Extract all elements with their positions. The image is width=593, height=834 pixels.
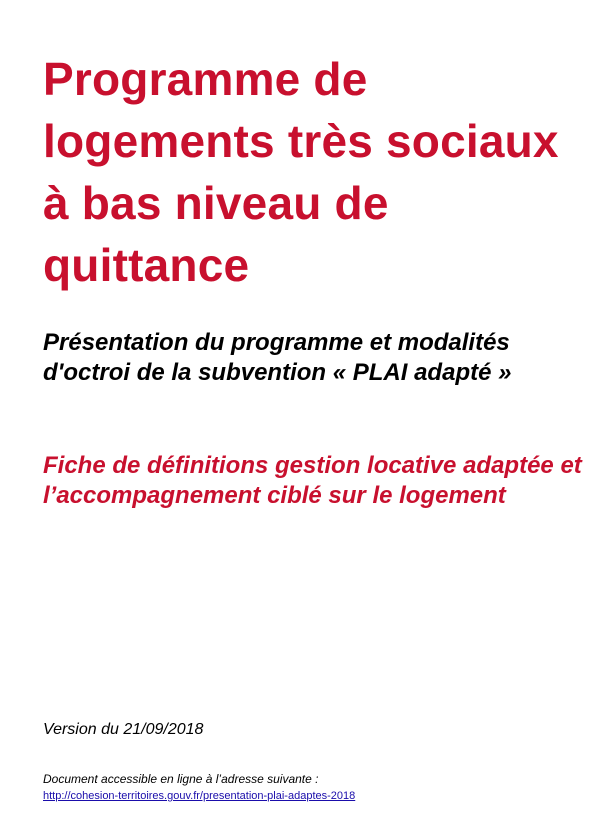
document-title: Programme de logements très sociaux à bas niveau de quittance xyxy=(43,53,559,291)
document-subtitle: Présentation du programme et modalités d'octroi de la subvention « PLAI adapté » xyxy=(43,329,512,386)
document-url-link[interactable]: http://cohesion-territoires.gouv.fr/presentation-plai-adaptes-2018 xyxy=(43,790,356,802)
sheet-title: Fiche de définitions gestion locative adaptée et l’accompagnement ciblé sur le logement xyxy=(43,452,582,509)
version-date: Version du 21/09/2018 xyxy=(43,721,204,738)
online-access-note: Document accessible en ligne à l’adresse suivante : xyxy=(43,772,319,786)
